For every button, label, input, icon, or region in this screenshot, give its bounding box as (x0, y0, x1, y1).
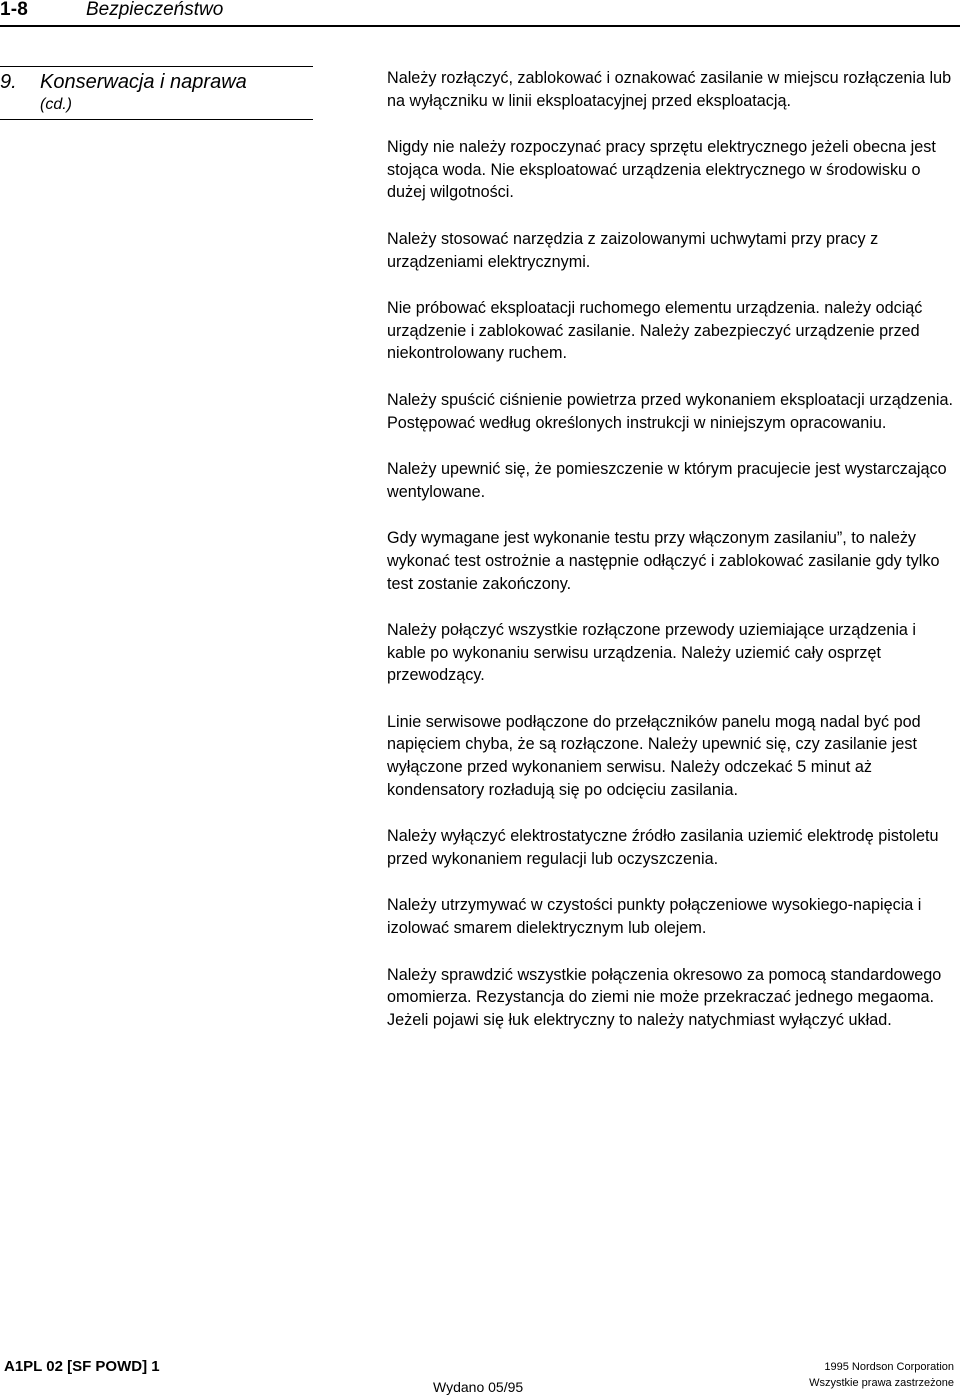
chapter-title: Bezpieczeństwo (86, 0, 224, 20)
paragraph: Należy stosować narzędzia z zaizolowanymi uchwytami przy pracy z urządzeniami elektrycznymi. (387, 229, 879, 271)
section-rule-bottom (0, 119, 313, 120)
section-subtitle: (cd.) (40, 96, 72, 113)
paragraph: Należy rozłączyć, zablokować i oznakować zasilanie w miejscu rozłączenia lub na wyłączniku w linii eksploatacyjnej przed eksploatacją. (387, 69, 952, 110)
paragraph: Należy sprawdzić wszystkie połączenia okresowo za pomocą standardowego omomierza. Rezystancja do ziemi nie może przekraczać jednego megaoma. Jeżeli pojawi się łuk elektryczny to należy natychmiast wyłączyć układ. (387, 965, 942, 1029)
rights-reserved: Wszystkie prawa zastrzeżone (809, 1377, 954, 1389)
paragraph: Nie próbować eksploatacji ruchomego elementu urządzenia. należy odciąć urządzenie i zablokować zasilanie. Należy zabezpieczyć urządzenie przed niekontrolowany ruchem. (387, 299, 923, 363)
page-footer (0, 1355, 960, 1395)
paragraph: Gdy wymagane jest wykonanie testu przy włączonym zasilaniu”, to należy wykonać test ostrożnie a następnie odłączyć i zablokować zasilanie gdy tylko test zostanie zakończony. (387, 529, 940, 593)
paragraph: Należy połączyć wszystkie rozłączone przewody uziemiające urządzenia i kable po wykonaniu serwisu urządzenia. Należy uziemić cały osprzęt przewodzący. (387, 621, 917, 685)
section-body (387, 67, 957, 1055)
document-code: A1PL 02 [SF POWD] 1 (4, 1358, 160, 1375)
page-number: 1-8 (0, 0, 29, 20)
section-title: Konserwacja i naprawa (40, 71, 247, 93)
paragraph: Należy upewnić się, że pomieszczenie w którym pracujecie jest wystarczająco wentylowane. (387, 460, 947, 501)
copyright: 1995 Nordson Corporation (824, 1361, 954, 1373)
section-rule-top (0, 66, 313, 67)
header-divider (0, 25, 960, 27)
paragraph: Należy spuścić ciśnienie powietrza przed wykonaniem eksploatacji urządzenia. Postępować według określonych instrukcji w niniejszym opracowaniu. (387, 390, 953, 432)
paragraph: Należy utrzymywać w czystości punkty połączeniowe wysokiego-napięcia i izolować smarem dielektrycznym lub olejem. (387, 896, 922, 938)
paragraph: Linie serwisowe podłączone do przełączników panelu mogą nadal być pod napięciem chyba, że są rozłączone. Należy upewnić się, czy zasilanie jest wyłączone przed wykonaniem serwisu. Należy odczekać 5 minut aż kondensatory rozładują się po odcięciu zasilania. (387, 712, 921, 799)
issue-date: Wydano 05/95 (433, 1379, 524, 1395)
paragraph: Nigdy nie należy rozpoczynać pracy sprzętu elektrycznego jeżeli obecna jest stojąca woda. Nie eksploatować urządzenia elektrycznego w środowisku o dużej wilgotności. (387, 138, 936, 202)
copyright-block (809, 1359, 954, 1391)
section-heading (0, 70, 247, 94)
page-header (0, 0, 960, 30)
section-number: 9. (0, 71, 17, 93)
paragraph: Należy wyłączyć elektrostatyczne źródło zasilania uziemić elektrodę pistoletu przed wykonaniem regulacji lub oczyszczenia. (387, 827, 939, 868)
